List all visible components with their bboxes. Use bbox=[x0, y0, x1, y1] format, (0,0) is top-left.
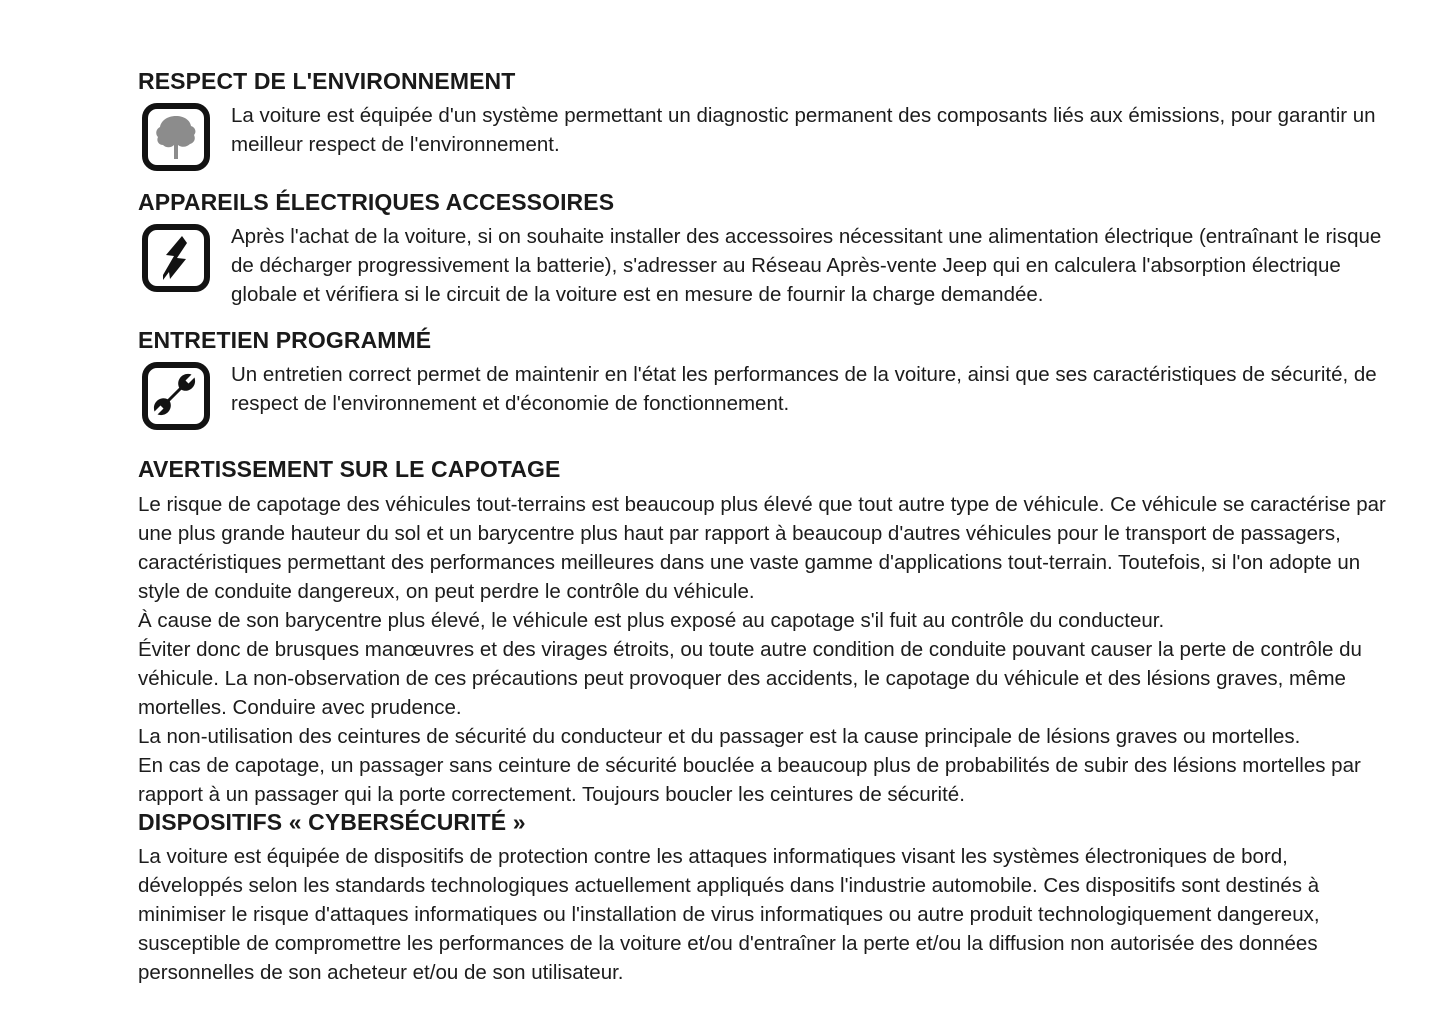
paragraph: Le risque de capotage des véhicules tout-terrains est beaucoup plus élevé que tout autre type de véhicule. Ce véhicule se caractérise par une plus grande hauteur du sol et un barycentre plus haut par rapport à beaucoup d'autres véhicules pour le transport de passagers, caractéristiques permettant des performances meilleures dans une vaste gamme d'applications tout-terrain. Toutefois, si l'on adopte un style de conduite dangereux, on peut perdre le contrôle du véhicule. bbox=[138, 492, 1386, 603]
section-text-rollover-warning bbox=[138, 490, 1397, 809]
section-heading-environment: RESPECT DE L'ENVIRONNEMENT bbox=[138, 68, 516, 94]
wrench-icon bbox=[142, 362, 210, 430]
section-block-electrical-accessories bbox=[142, 222, 1397, 309]
tree-icon bbox=[142, 103, 210, 171]
paragraph: La voiture est équipée d'un système permettant un diagnostic permanent des composants liés aux émissions, pour garantir un meilleur respect de l'environnement. bbox=[231, 104, 1376, 157]
paragraph: La voiture est équipée de dispositifs de protection contre les attaques informatiques visant les systèmes électroniques de bord, développés selon les standards technologiques actuellement appliqués dans l'industrie automobile. Ces dispositifs sont destinés à minimiser le risque d'attaques informatiques ou l'installation de virus informatiques ou autre produit technologiquement dangereux, susceptible de compromettre les performances de la voiture et/ou d'entraîner la perte et/ou la diffusion non autorisée des données personnelles de son acheteur et/ou de son utilisateur. bbox=[138, 844, 1320, 984]
paragraph: En cas de capotage, un passager sans ceinture de sécurité bouclée a beaucoup plus de probabilités de subir des lésions mortelles par rapport à un passager qui la porte correctement. Toujours boucler les ceintures de sécurité. bbox=[138, 753, 1361, 806]
paragraph: À cause de son barycentre plus élevé, le véhicule est plus exposé au capotage s'il fuit au contrôle du conducteur. bbox=[138, 608, 1165, 632]
section-block-scheduled-maintenance bbox=[142, 360, 1397, 430]
paragraph: La non-utilisation des ceintures de sécurité du conducteur et du passager est la cause principale de lésions graves ou mortelles. bbox=[138, 724, 1301, 748]
section-heading-scheduled-maintenance: ENTRETIEN PROGRAMMÉ bbox=[138, 327, 432, 354]
section-heading-rollover-warning: AVERTISSEMENT SUR LE CAPOTAGE bbox=[138, 456, 561, 483]
paragraph: Un entretien correct permet de maintenir en l'état les performances de la voiture, ainsi que ses caractéristiques de sécurité, de respect de l'environnement et d'économie de fonctionnement. bbox=[231, 363, 1377, 416]
section-heading-electrical-accessories: APPAREILS ÉLECTRIQUES ACCESSOIRES bbox=[138, 189, 615, 216]
lightning-bolt-icon bbox=[142, 224, 210, 292]
paragraph: Éviter donc de brusques manœuvres et des virages étroits, ou toute autre condition de conduite pouvant causer la perte de contrôle du véhicule. La non-observation de ces précautions peut provoquer des accidents, le capotage du véhicule et des lésions graves, même mortelles. Conduire avec prudence. bbox=[138, 637, 1362, 719]
section-text-cybersecurity-devices bbox=[138, 842, 1397, 987]
section-text-electrical-accessories bbox=[210, 222, 1397, 309]
section-text-scheduled-maintenance bbox=[210, 360, 1397, 418]
section-block-environment bbox=[142, 101, 1397, 171]
paragraph: Après l'achat de la voiture, si on souhaite installer des accessoires nécessitant une alimentation électrique (entraînant le risque de décharger progressivement la batterie), s'adresser au Réseau Après-vente Jeep qui en calculera l'absorption électrique globale et vérifiera si le circuit de la voiture est en mesure de fournir la charge demandée. bbox=[231, 225, 1382, 307]
section-text-environment bbox=[210, 101, 1397, 159]
section-heading-cybersecurity-devices: DISPOSITIFS « CYBERSÉCURITÉ » bbox=[138, 808, 526, 835]
